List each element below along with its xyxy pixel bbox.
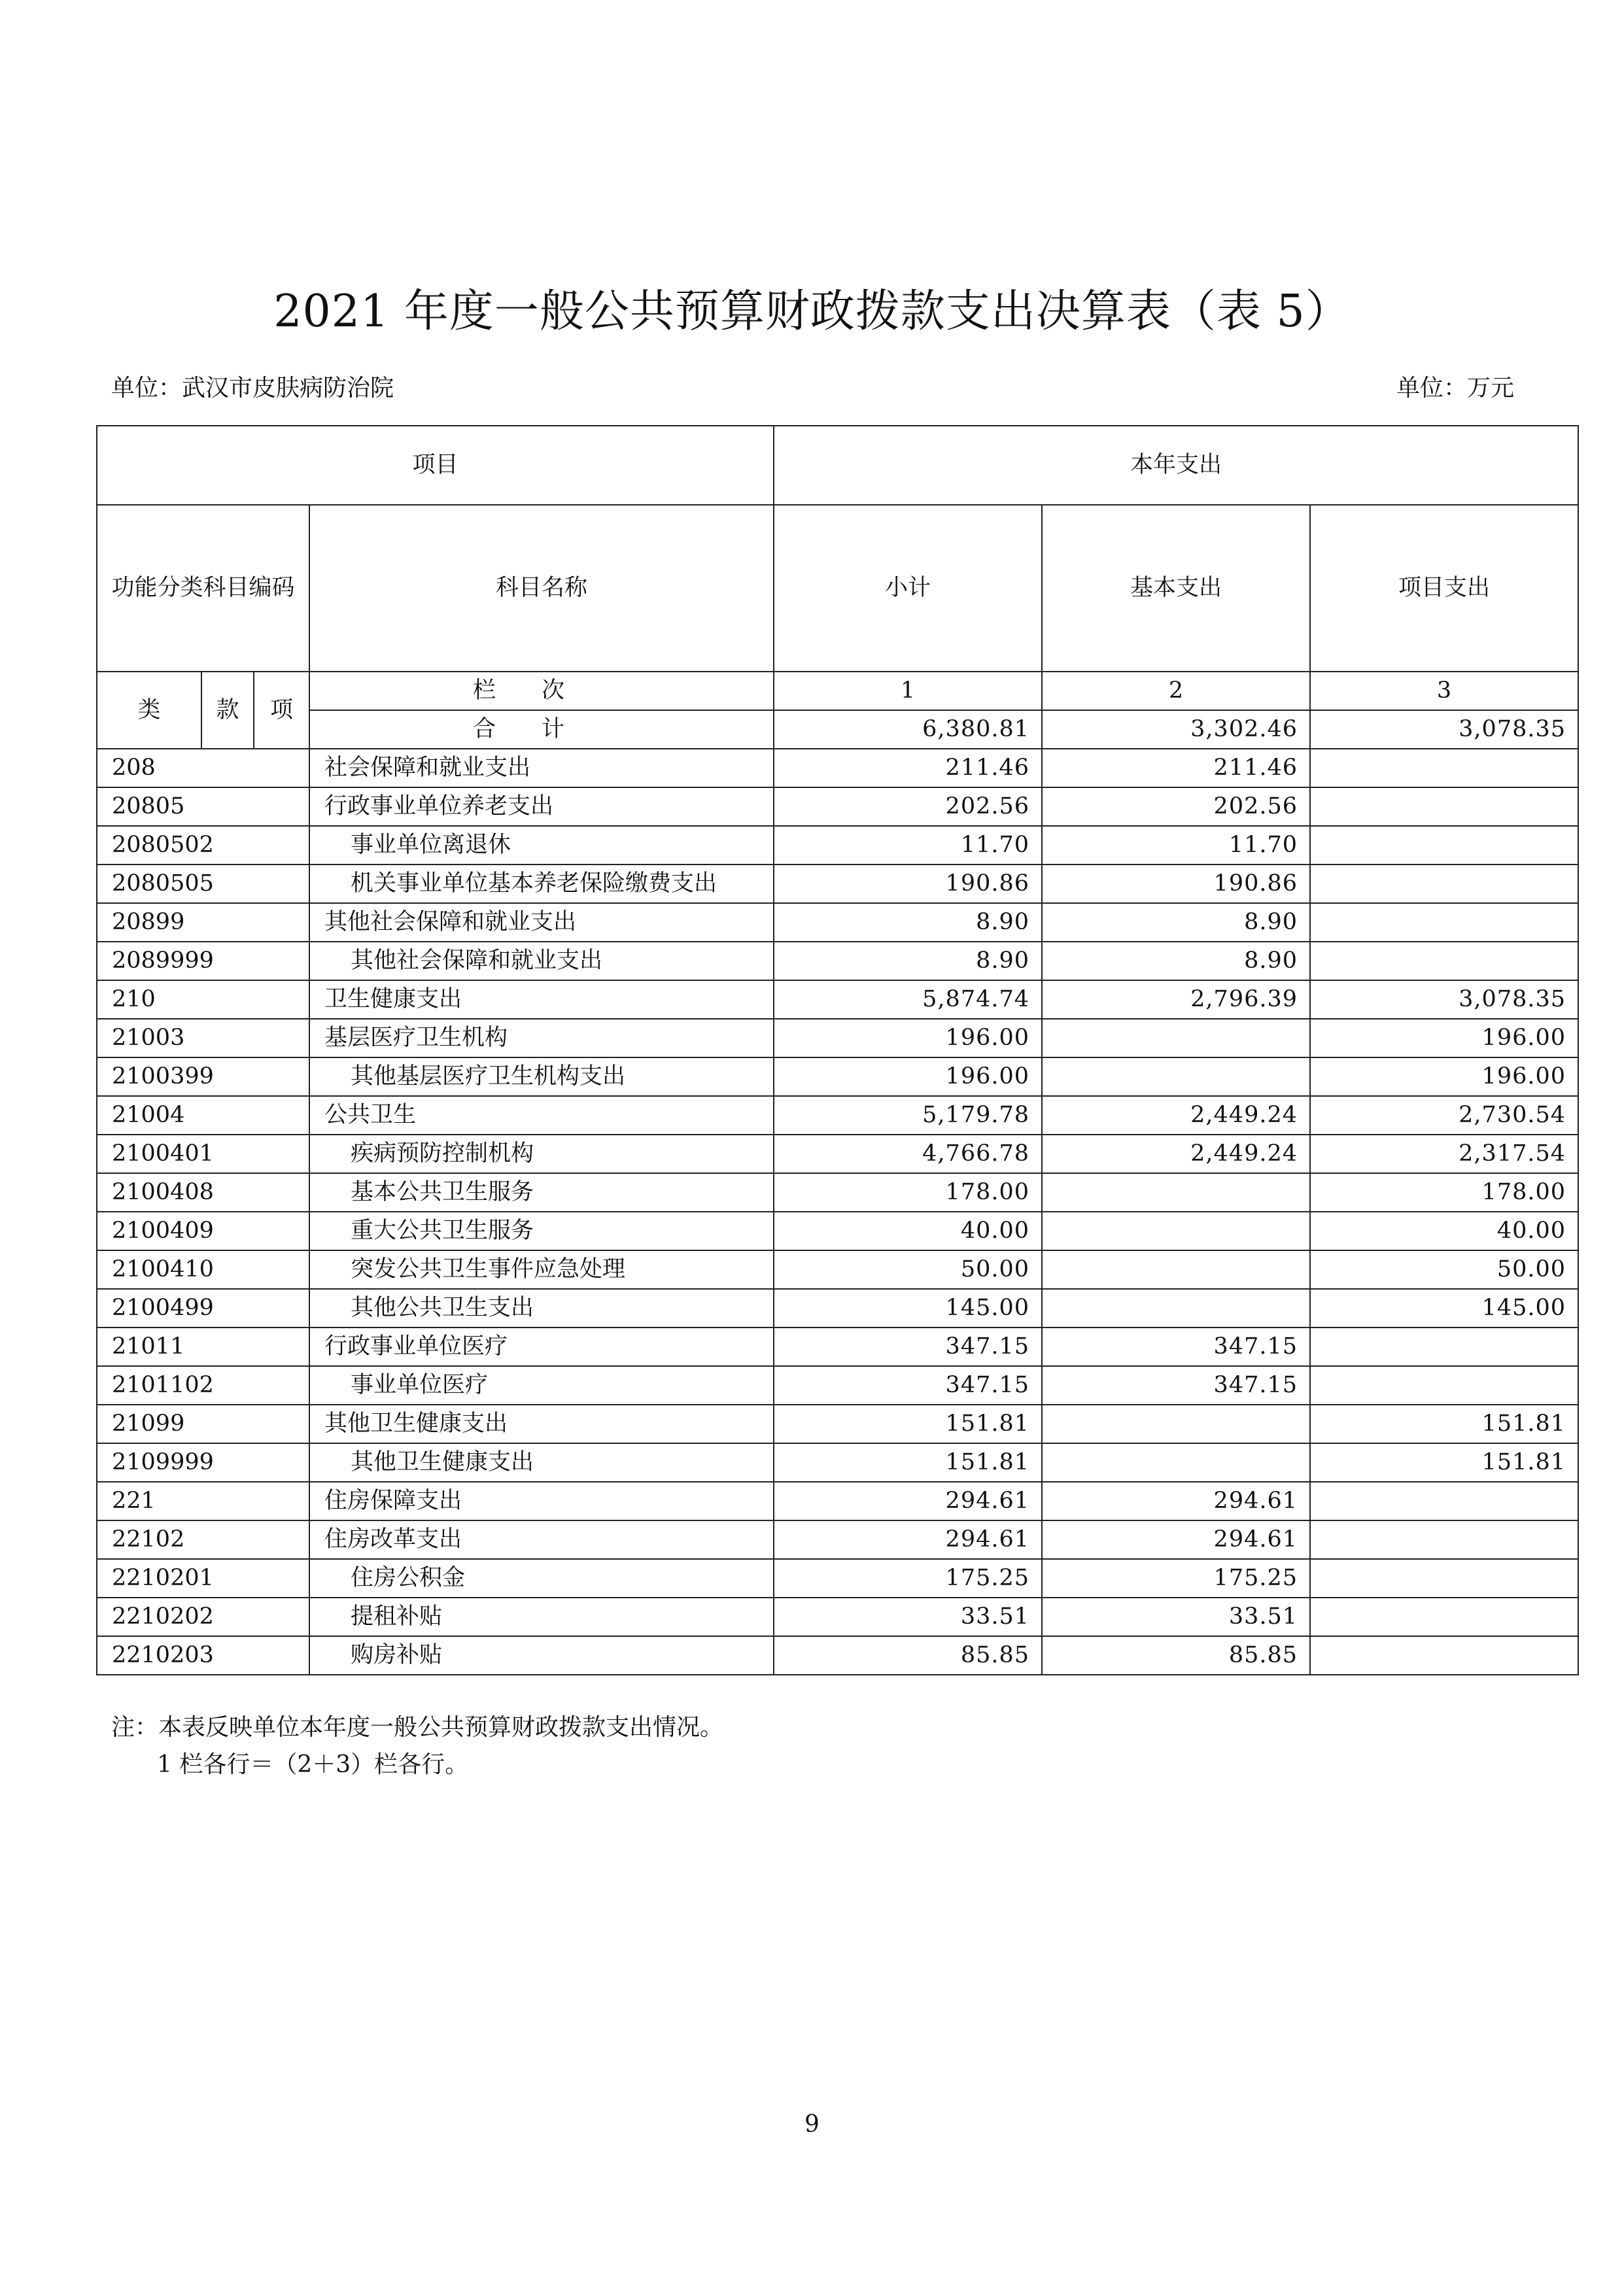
row-code: 2100410 (97, 1250, 309, 1289)
row-project: 50.00 (1310, 1250, 1578, 1289)
header-col-3: 3 (1310, 672, 1578, 710)
header-func-code: 功能分类科目编码 (97, 505, 309, 672)
row-code: 2210202 (97, 1598, 309, 1636)
row-code: 21099 (97, 1405, 309, 1443)
row-code: 2100499 (97, 1289, 309, 1328)
row-subject-name: 其他卫生健康支出 (309, 1443, 774, 1482)
table-row (97, 1019, 1578, 1057)
row-subject-name: 行政事业单位医疗 (309, 1328, 774, 1366)
row-code: 21011 (97, 1328, 309, 1366)
unit-organization: 单位：武汉市皮肤病防治院 (111, 375, 394, 402)
header-current-year: 本年支出 (774, 426, 1578, 505)
row-subtotal: 11.70 (774, 826, 1042, 865)
row-subject-name: 其他公共卫生支出 (309, 1289, 774, 1328)
table-row (97, 1559, 1578, 1598)
page-number: 9 (804, 2111, 820, 2138)
header-col-2: 2 (1042, 672, 1310, 710)
table-row (97, 1405, 1578, 1443)
table-row (97, 1289, 1578, 1328)
row-basic: 2,449.24 (1042, 1096, 1310, 1135)
row-subtotal: 5,179.78 (774, 1096, 1042, 1135)
table-row (97, 749, 1578, 787)
row-basic (1042, 1289, 1310, 1328)
row-project (1310, 1366, 1578, 1405)
table-row (97, 787, 1578, 826)
row-project (1310, 1520, 1578, 1559)
row-subject-name: 其他社会保障和就业支出 (309, 942, 774, 980)
row-subject-name: 购房补贴 (309, 1636, 774, 1675)
row-subtotal: 40.00 (774, 1212, 1042, 1250)
row-subtotal: 151.81 (774, 1405, 1042, 1443)
table-row (97, 1057, 1578, 1096)
row-project: 196.00 (1310, 1057, 1578, 1096)
row-subject-name: 其他基层医疗卫生机构支出 (309, 1057, 774, 1096)
row-subject-name: 其他社会保障和就业支出 (309, 903, 774, 942)
row-basic: 175.25 (1042, 1559, 1310, 1598)
row-code: 2100401 (97, 1135, 309, 1173)
expenditure-table (96, 425, 1579, 1675)
row-subject-name: 基层医疗卫生机构 (309, 1019, 774, 1057)
row-basic: 294.61 (1042, 1482, 1310, 1520)
row-project (1310, 1559, 1578, 1598)
row-basic: 2,449.24 (1042, 1135, 1310, 1173)
row-project (1310, 749, 1578, 787)
row-basic: 11.70 (1042, 826, 1310, 865)
table-row (97, 1135, 1578, 1173)
row-subtotal: 202.56 (774, 787, 1042, 826)
row-basic: 8.90 (1042, 942, 1310, 980)
total-basic: 3,302.46 (1042, 710, 1310, 749)
row-subtotal: 8.90 (774, 903, 1042, 942)
header-basic: 基本支出 (1042, 505, 1310, 672)
row-subtotal: 4,766.78 (774, 1135, 1042, 1173)
header-subject-name: 科目名称 (309, 505, 774, 672)
row-basic: 211.46 (1042, 749, 1310, 787)
row-code: 2100409 (97, 1212, 309, 1250)
row-basic (1042, 1173, 1310, 1212)
row-subtotal: 294.61 (774, 1520, 1042, 1559)
row-basic (1042, 1405, 1310, 1443)
row-subtotal: 8.90 (774, 942, 1042, 980)
row-basic (1042, 1250, 1310, 1289)
row-subject-name: 机关事业单位基本养老保险缴费支出 (309, 865, 774, 903)
table-row (97, 1212, 1578, 1250)
row-subtotal: 33.51 (774, 1598, 1042, 1636)
row-project (1310, 903, 1578, 942)
row-subject-name: 住房改革支出 (309, 1520, 774, 1559)
header-project: 项目支出 (1310, 505, 1578, 672)
note-line-2: 1 栏各行＝（2＋3）栏各行。 (157, 1751, 469, 1778)
header-row-3 (97, 672, 1578, 710)
unit-currency: 单位：万元 (1396, 375, 1514, 402)
row-code: 2080505 (97, 865, 309, 903)
row-code: 22102 (97, 1520, 309, 1559)
total-subtotal: 6,380.81 (774, 710, 1042, 749)
row-code: 221 (97, 1482, 309, 1520)
row-subject-name: 社会保障和就业支出 (309, 749, 774, 787)
header-col-1: 1 (774, 672, 1042, 710)
table-row (97, 1636, 1578, 1675)
row-subtotal: 50.00 (774, 1250, 1042, 1289)
row-subtotal: 5,874.74 (774, 980, 1042, 1019)
table-row (97, 865, 1578, 903)
row-subtotal: 145.00 (774, 1289, 1042, 1328)
total-project: 3,078.35 (1310, 710, 1578, 749)
row-code: 2101102 (97, 1366, 309, 1405)
row-subject-name: 提租补贴 (309, 1598, 774, 1636)
table-row (97, 1096, 1578, 1135)
row-project: 196.00 (1310, 1019, 1578, 1057)
table-row (97, 1173, 1578, 1212)
row-subject-name: 卫生健康支出 (309, 980, 774, 1019)
row-basic: 33.51 (1042, 1598, 1310, 1636)
row-subtotal: 151.81 (774, 1443, 1042, 1482)
row-project (1310, 787, 1578, 826)
header-xiang: 项 (254, 672, 309, 749)
table-row (97, 1250, 1578, 1289)
row-subject-name: 住房保障支出 (309, 1482, 774, 1520)
header-item: 项目 (97, 426, 774, 505)
row-basic: 347.15 (1042, 1366, 1310, 1405)
table-row (97, 1366, 1578, 1405)
row-basic (1042, 1212, 1310, 1250)
row-subject-name: 行政事业单位养老支出 (309, 787, 774, 826)
row-basic: 8.90 (1042, 903, 1310, 942)
row-project: 151.81 (1310, 1405, 1578, 1443)
row-code: 2210203 (97, 1636, 309, 1675)
header-kuan: 款 (201, 672, 254, 749)
row-project (1310, 1328, 1578, 1366)
table-row (97, 826, 1578, 865)
table-row (97, 980, 1578, 1019)
table-row (97, 1443, 1578, 1482)
row-project (1310, 1482, 1578, 1520)
row-project: 145.00 (1310, 1289, 1578, 1328)
row-project (1310, 826, 1578, 865)
row-code: 21004 (97, 1096, 309, 1135)
row-subject-name: 突发公共卫生事件应急处理 (309, 1250, 774, 1289)
row-subject-name: 疾病预防控制机构 (309, 1135, 774, 1173)
row-basic (1042, 1057, 1310, 1096)
row-subtotal: 347.15 (774, 1366, 1042, 1405)
row-subtotal: 85.85 (774, 1636, 1042, 1675)
row-project: 178.00 (1310, 1173, 1578, 1212)
row-subtotal: 196.00 (774, 1019, 1042, 1057)
header-subtotal: 小计 (774, 505, 1042, 672)
row-code: 21003 (97, 1019, 309, 1057)
row-project (1310, 1598, 1578, 1636)
row-basic: 202.56 (1042, 787, 1310, 826)
row-subtotal: 178.00 (774, 1173, 1042, 1212)
row-code: 2089999 (97, 942, 309, 980)
row-basic: 2,796.39 (1042, 980, 1310, 1019)
row-code: 2210201 (97, 1559, 309, 1598)
row-subtotal: 190.86 (774, 865, 1042, 903)
row-subject-name: 住房公积金 (309, 1559, 774, 1598)
row-code: 2080502 (97, 826, 309, 865)
row-project: 151.81 (1310, 1443, 1578, 1482)
row-code: 2100399 (97, 1057, 309, 1096)
row-project (1310, 865, 1578, 903)
row-subtotal: 196.00 (774, 1057, 1042, 1096)
table-row (97, 1598, 1578, 1636)
header-lanci: 栏次 (309, 672, 774, 710)
row-project: 3,078.35 (1310, 980, 1578, 1019)
row-code: 208 (97, 749, 309, 787)
table-row (97, 1520, 1578, 1559)
header-lei: 类 (97, 672, 201, 749)
header-row-1 (97, 426, 1578, 505)
row-code: 20805 (97, 787, 309, 826)
header-row-2 (97, 505, 1578, 672)
row-code: 2100408 (97, 1173, 309, 1212)
table-row (97, 903, 1578, 942)
table-row (97, 1482, 1578, 1520)
row-project (1310, 942, 1578, 980)
row-code: 210 (97, 980, 309, 1019)
row-basic: 347.15 (1042, 1328, 1310, 1366)
total-label: 合计 (309, 710, 774, 749)
row-basic: 85.85 (1042, 1636, 1310, 1675)
row-subject-name: 基本公共卫生服务 (309, 1173, 774, 1212)
table-row (97, 1328, 1578, 1366)
row-project: 2,730.54 (1310, 1096, 1578, 1135)
row-basic: 190.86 (1042, 865, 1310, 903)
row-subject-name: 其他卫生健康支出 (309, 1405, 774, 1443)
row-subject-name: 公共卫生 (309, 1096, 774, 1135)
row-project: 2,317.54 (1310, 1135, 1578, 1173)
page-title: 2021 年度一般公共预算财政拨款支出决算表（表 5） (273, 286, 1351, 337)
row-basic: 294.61 (1042, 1520, 1310, 1559)
table-row (97, 942, 1578, 980)
row-project (1310, 1636, 1578, 1675)
row-subtotal: 175.25 (774, 1559, 1042, 1598)
row-code: 2109999 (97, 1443, 309, 1482)
row-subtotal: 211.46 (774, 749, 1042, 787)
row-project: 40.00 (1310, 1212, 1578, 1250)
row-subtotal: 294.61 (774, 1482, 1042, 1520)
total-row (97, 710, 1578, 749)
row-subject-name: 重大公共卫生服务 (309, 1212, 774, 1250)
row-subtotal: 347.15 (774, 1328, 1042, 1366)
row-basic (1042, 1019, 1310, 1057)
row-subject-name: 事业单位离退休 (309, 826, 774, 865)
row-code: 20899 (97, 903, 309, 942)
row-basic (1042, 1443, 1310, 1482)
row-subject-name: 事业单位医疗 (309, 1366, 774, 1405)
note-line-1: 注：本表反映单位本年度一般公共预算财政拨款支出情况。 (111, 1714, 724, 1741)
